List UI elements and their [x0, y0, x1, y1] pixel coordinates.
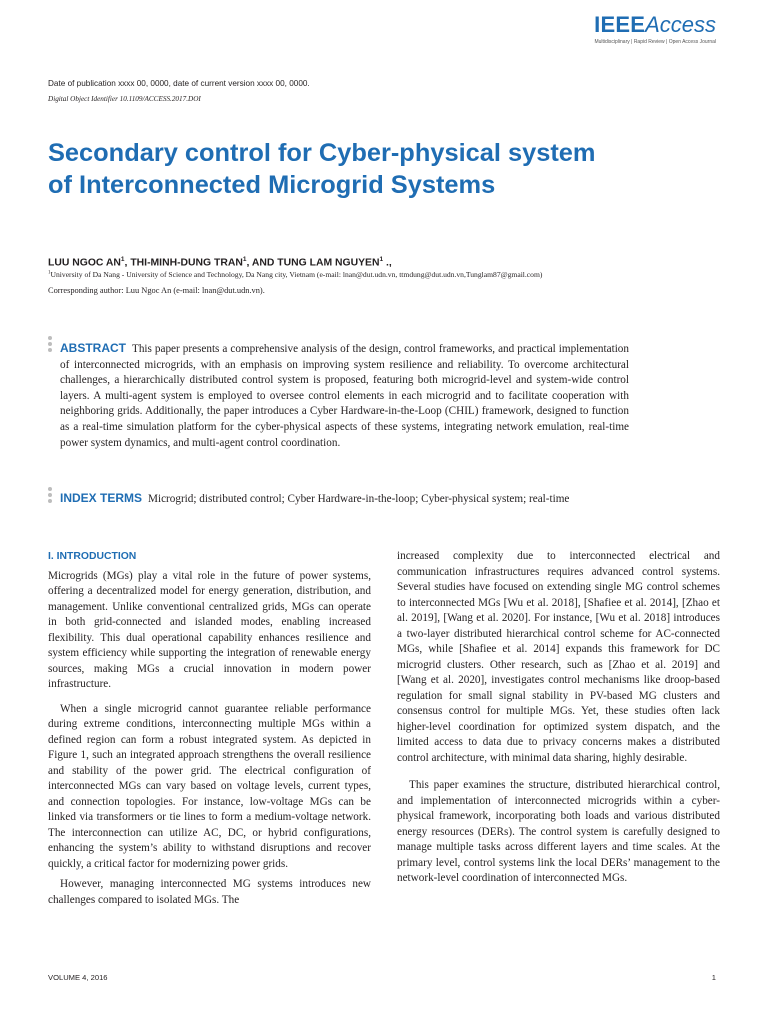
body-paragraph: However, managing interconnected MG systems introduces new challenges compared to isolated MGs. The [48, 878, 371, 906]
section-heading-introduction: I. INTRODUCTION [48, 551, 137, 562]
author-name: THI-MINH-DUNG TRAN [130, 257, 243, 269]
logo-access-text: Access [645, 12, 716, 37]
body-column-left [48, 549, 371, 913]
index-terms-label: INDEX TERMS [60, 491, 143, 505]
author-separator: , AND [246, 257, 278, 269]
corresponding-author: Corresponding author: Luu Ngoc An (e-mail: lnan@dut.udn.vn). [48, 286, 265, 295]
footer-page-number: 1 [711, 973, 716, 982]
body-paragraph: This paper examines the structure, distributed hierarchical control, and implementation of interconnected microgrids within a cyber-physical framework, incorporating both loads and various distributed energy resources (DERs). The control system is carefully designed to manage multiple tasks across different layers and time scales. At the primary level, control systems link the local DERs’ management to the network-level coordination of interconnected MGs. [397, 779, 720, 884]
index-terms [48, 491, 629, 508]
author-separator: ., [383, 257, 392, 269]
body-paragraph: increased complexity due to interconnected electrical and communication infrastructures requires advanced control systems. Several studies have focused on extending single MG control schemes to interconnected MGs [Wu et al. 2018], [Shafiee et al. 2014], [Zhao et al. 2019], [Wang et al. 2020]. For instance, [Wu et al. 2018] introduces a two-layer distributed hierarchical control scheme for AC-connected MGs, while [Shafiee et al. 2014] expands this framework for DC microgrid clusters. Other research, such as [Zhao et al. 2019] and [Wang et al. 2020], investigates control mechanisms like droop-based regulation for small signal stability in PV-based MG clusters and consensus control for multiple MGs. Yet, these studies often lack higher-level coordination for optimized system dispatch, and the limited access to data due to privacy concerns makes a distributed control architecture, with minimal data sharing, highly desirable. [397, 550, 720, 764]
logo-ieee-text: IEEE [594, 12, 646, 37]
body-column-right [397, 549, 720, 892]
affiliation [48, 270, 542, 279]
journal-logo [594, 14, 716, 45]
author-name: TUNG LAM NGUYEN [277, 257, 380, 269]
publication-date: Date of publication xxxx 00, 0000, date of current version xxxx 00, 0000. [48, 79, 310, 88]
body-paragraph: When a single microgrid cannot guarantee reliable performance during extreme conditions, interconnecting multiple MGs within a defined region can form a robust integrated system. As depicted in Figure 1, such an integrated approach strengthens the overall resilience and stability of the power grid. The electrical configuration of interconnected MGs can vary based on voltage levels, current types, and connection topologies. For instance, low-voltage MGs can be linked via transformers or tie lines to form a medium-voltage network. The interconnection can utilize AC, DC, or hybrid configurations, enhancing the system’s ability to withstand disruptions and recover quickly, a critical factor for modernizing power grids. [48, 702, 371, 870]
paper-title: Secondary control for Cyber-physical system of Interconnected Microgrid Systems [48, 139, 596, 199]
index-terms-text: Microgrid; distributed control; Cyber Hardware-in-the-loop; Cyber-physical system; real-time [148, 493, 570, 505]
author-list [48, 256, 392, 268]
author-affil-mark: 1 [120, 256, 125, 263]
doi-line: Digital Object Identifier 10.1109/ACCESS.2017.DOI [48, 95, 201, 103]
author-name: LUU NGOC AN [48, 257, 121, 269]
author-separator: , [124, 257, 131, 269]
affiliation-mark: 1 [48, 270, 51, 276]
body-paragraph: Microgrids (MGs) play a vital role in the future of power systems, offering a decentralized model for energy generation, distribution, and management. Unlike conventional centralized grids, MGs can operate in both grid-connected and islanded modes, enabling increased flexibility. This dual operational capability enhances resilience and system efficiency while supporting the integration of renewable energy sources, making MGs a crucial innovation in modern power infrastructure. [48, 569, 371, 690]
author-affil-mark: 1 [242, 256, 247, 263]
footer-volume: VOLUME 4, 2016 [48, 973, 108, 982]
abstract-marker-icon [48, 336, 54, 354]
author-affil-mark: 1 [379, 256, 384, 263]
abstract [60, 341, 629, 451]
journal-tagline: Multidisciplinary | Rapid Review | Open Access Journal [594, 39, 716, 45]
abstract-text: This paper presents a comprehensive analysis of the design, control frameworks, and practical implementation of interconnected microgrids, with an emphasis on improving system resilience and reliability. To overcome architectural challenges, a hierarchically distributed control system is proposed, featuring both microgrid-level and system-wide control layers. A multi-agent system is employed to oversee control elements in each microgrid and to facilitate cooperation with neighboring grids. Additionally, the paper introduces a Cyber Hardware-in-the-Loop (CHIL) framework, designed to function as a real-time simulation platform for the cyber-physical aspects of these systems, integrating network emulation, real-time power system dynamics, and multi-agent control coordination. [60, 343, 629, 449]
affiliation-text: University of Da Nang - University of Science and Technology, Da Nang city, Vietnam (e-mail: lnan@dut.udn.vn, ttmdung@dut.udn.vn,Tunglam87@gmail.com) [50, 270, 543, 279]
abstract-label: ABSTRACT [60, 341, 126, 355]
